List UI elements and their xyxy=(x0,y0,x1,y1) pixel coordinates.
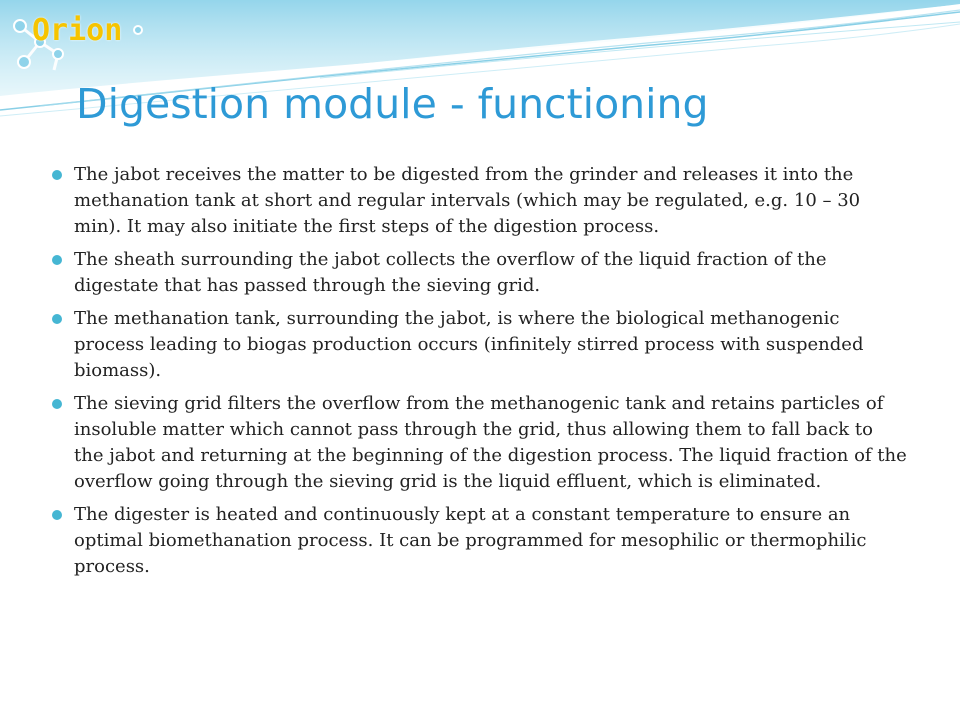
bullet-dot-icon xyxy=(52,399,62,409)
logo-text: Orion xyxy=(32,13,123,48)
list-item xyxy=(48,162,908,240)
list-item xyxy=(48,391,908,495)
slide-title: Digestion module - functioning xyxy=(76,80,709,128)
list-item xyxy=(48,247,908,299)
bullet-text: The jabot receives the matter to be digested from the grinder and releases it into the methanation tank at short and regular intervals (which may be regulated, e.g. 10 – 30 min). It may also initiate the first steps of the digestion process. xyxy=(74,164,861,237)
list-item xyxy=(48,306,908,384)
bullet-dot-icon xyxy=(52,170,62,180)
bullet-text: The methanation tank, surrounding the jabot, is where the biological methanogenic process leading to biogas production occurs (infinitely stirred process with suspended biomass). xyxy=(74,308,864,381)
bullet-text: The sheath surrounding the jabot collects the overflow of the liquid fraction of the digestate that has passed through the sieving grid. xyxy=(74,249,827,296)
bullet-list xyxy=(48,162,908,587)
bullet-text: The sieving grid filters the overflow from the methanogenic tank and retains particles of insoluble matter which cannot pass through the grid, thus allowing them to fall back to the jabot and returning at the beginning of the digestion process. The liquid fraction of the overflow going through the sieving grid is the liquid effluent, which is eliminated. xyxy=(74,393,907,492)
bullet-dot-icon xyxy=(52,255,62,265)
bullet-text: The digester is heated and continuously kept at a constant temperature to ensure an optimal biomethanation process. It can be programmed for mesophilic or thermophilic process. xyxy=(74,504,867,577)
bullet-dot-icon xyxy=(52,314,62,324)
orion-logo xyxy=(6,4,156,74)
bullet-dot-icon xyxy=(52,510,62,520)
list-item xyxy=(48,502,908,580)
